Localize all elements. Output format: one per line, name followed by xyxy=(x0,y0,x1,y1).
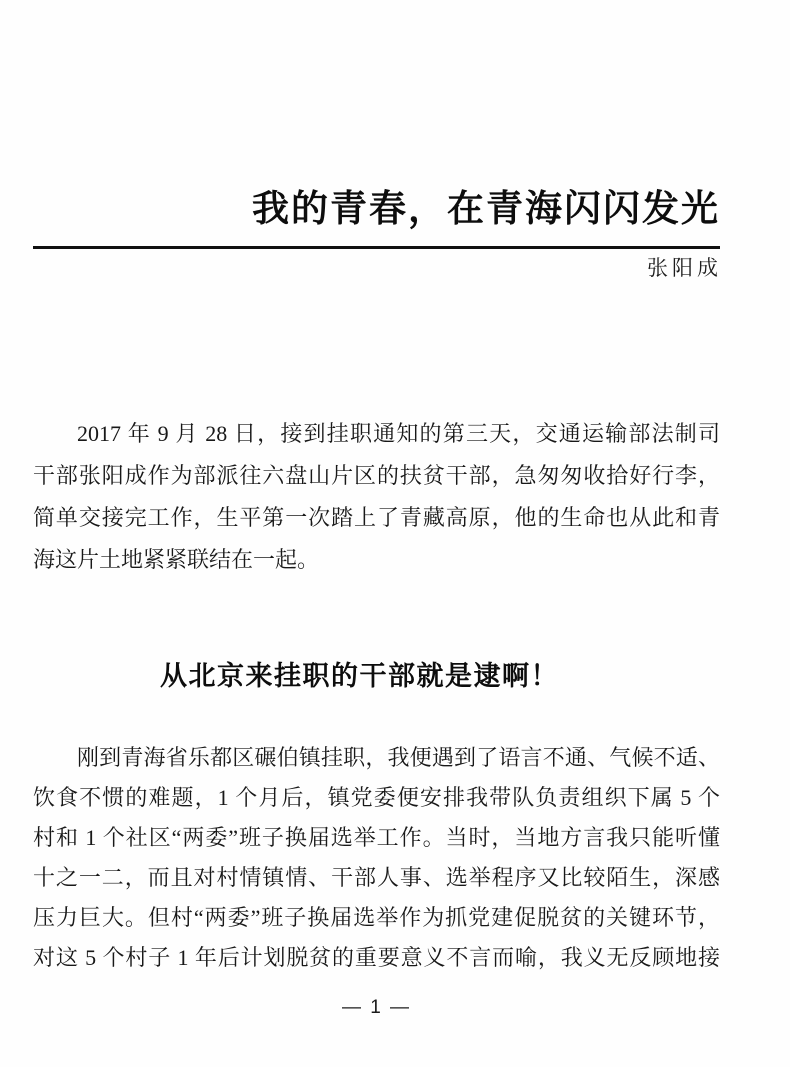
text-line: 简单交接完工作，生平第一次踏上了青藏高原，他的生命也从此和青 xyxy=(33,505,720,530)
section-heading: 从北京来挂职的干部就是逮啊！ xyxy=(160,661,559,691)
text-line: 海这片土地紧紧联结在一起。 xyxy=(33,547,320,572)
paragraph-intro xyxy=(33,413,720,581)
paragraph-body xyxy=(33,738,720,978)
text-line: 2017 年 9 月 28 日，接到挂职通知的第三天，交通运输部法制司 xyxy=(77,421,720,446)
text-line: 压力巨大。但村“两委”班子换届选举作为抓党建促脱贫的关键环节， xyxy=(33,905,720,930)
text-line: 饮食不惯的难题，1 个月后，镇党委便安排我带队负责组织下属 5 个 xyxy=(33,785,720,810)
text-line: 十之一二，而且对村情镇情、干部人事、选举程序又比较陌生，深感 xyxy=(33,865,720,890)
page-content xyxy=(33,0,720,1067)
text-line: 干部张阳成作为部派往六盘山片区的扶贫干部，急匆匆收拾好行李， xyxy=(33,463,720,488)
article-title: 我的青春，在青海闪闪发光 xyxy=(252,189,720,230)
author-name: 张阳成 xyxy=(647,256,722,280)
title-divider-rule xyxy=(33,246,720,249)
text-line: 村和 1 个社区“两委”班子换届选举工作。当时，当地方言我只能听懂 xyxy=(33,825,720,850)
page-number: — 1 — xyxy=(341,997,412,1018)
text-line: 对这 5 个村子 1 年后计划脱贫的重要意义不言而喻，我义无反顾地接 xyxy=(33,945,720,970)
text-line: 刚到青海省乐都区碾伯镇挂职，我便遇到了语言不通、气候不适、 xyxy=(77,745,720,770)
